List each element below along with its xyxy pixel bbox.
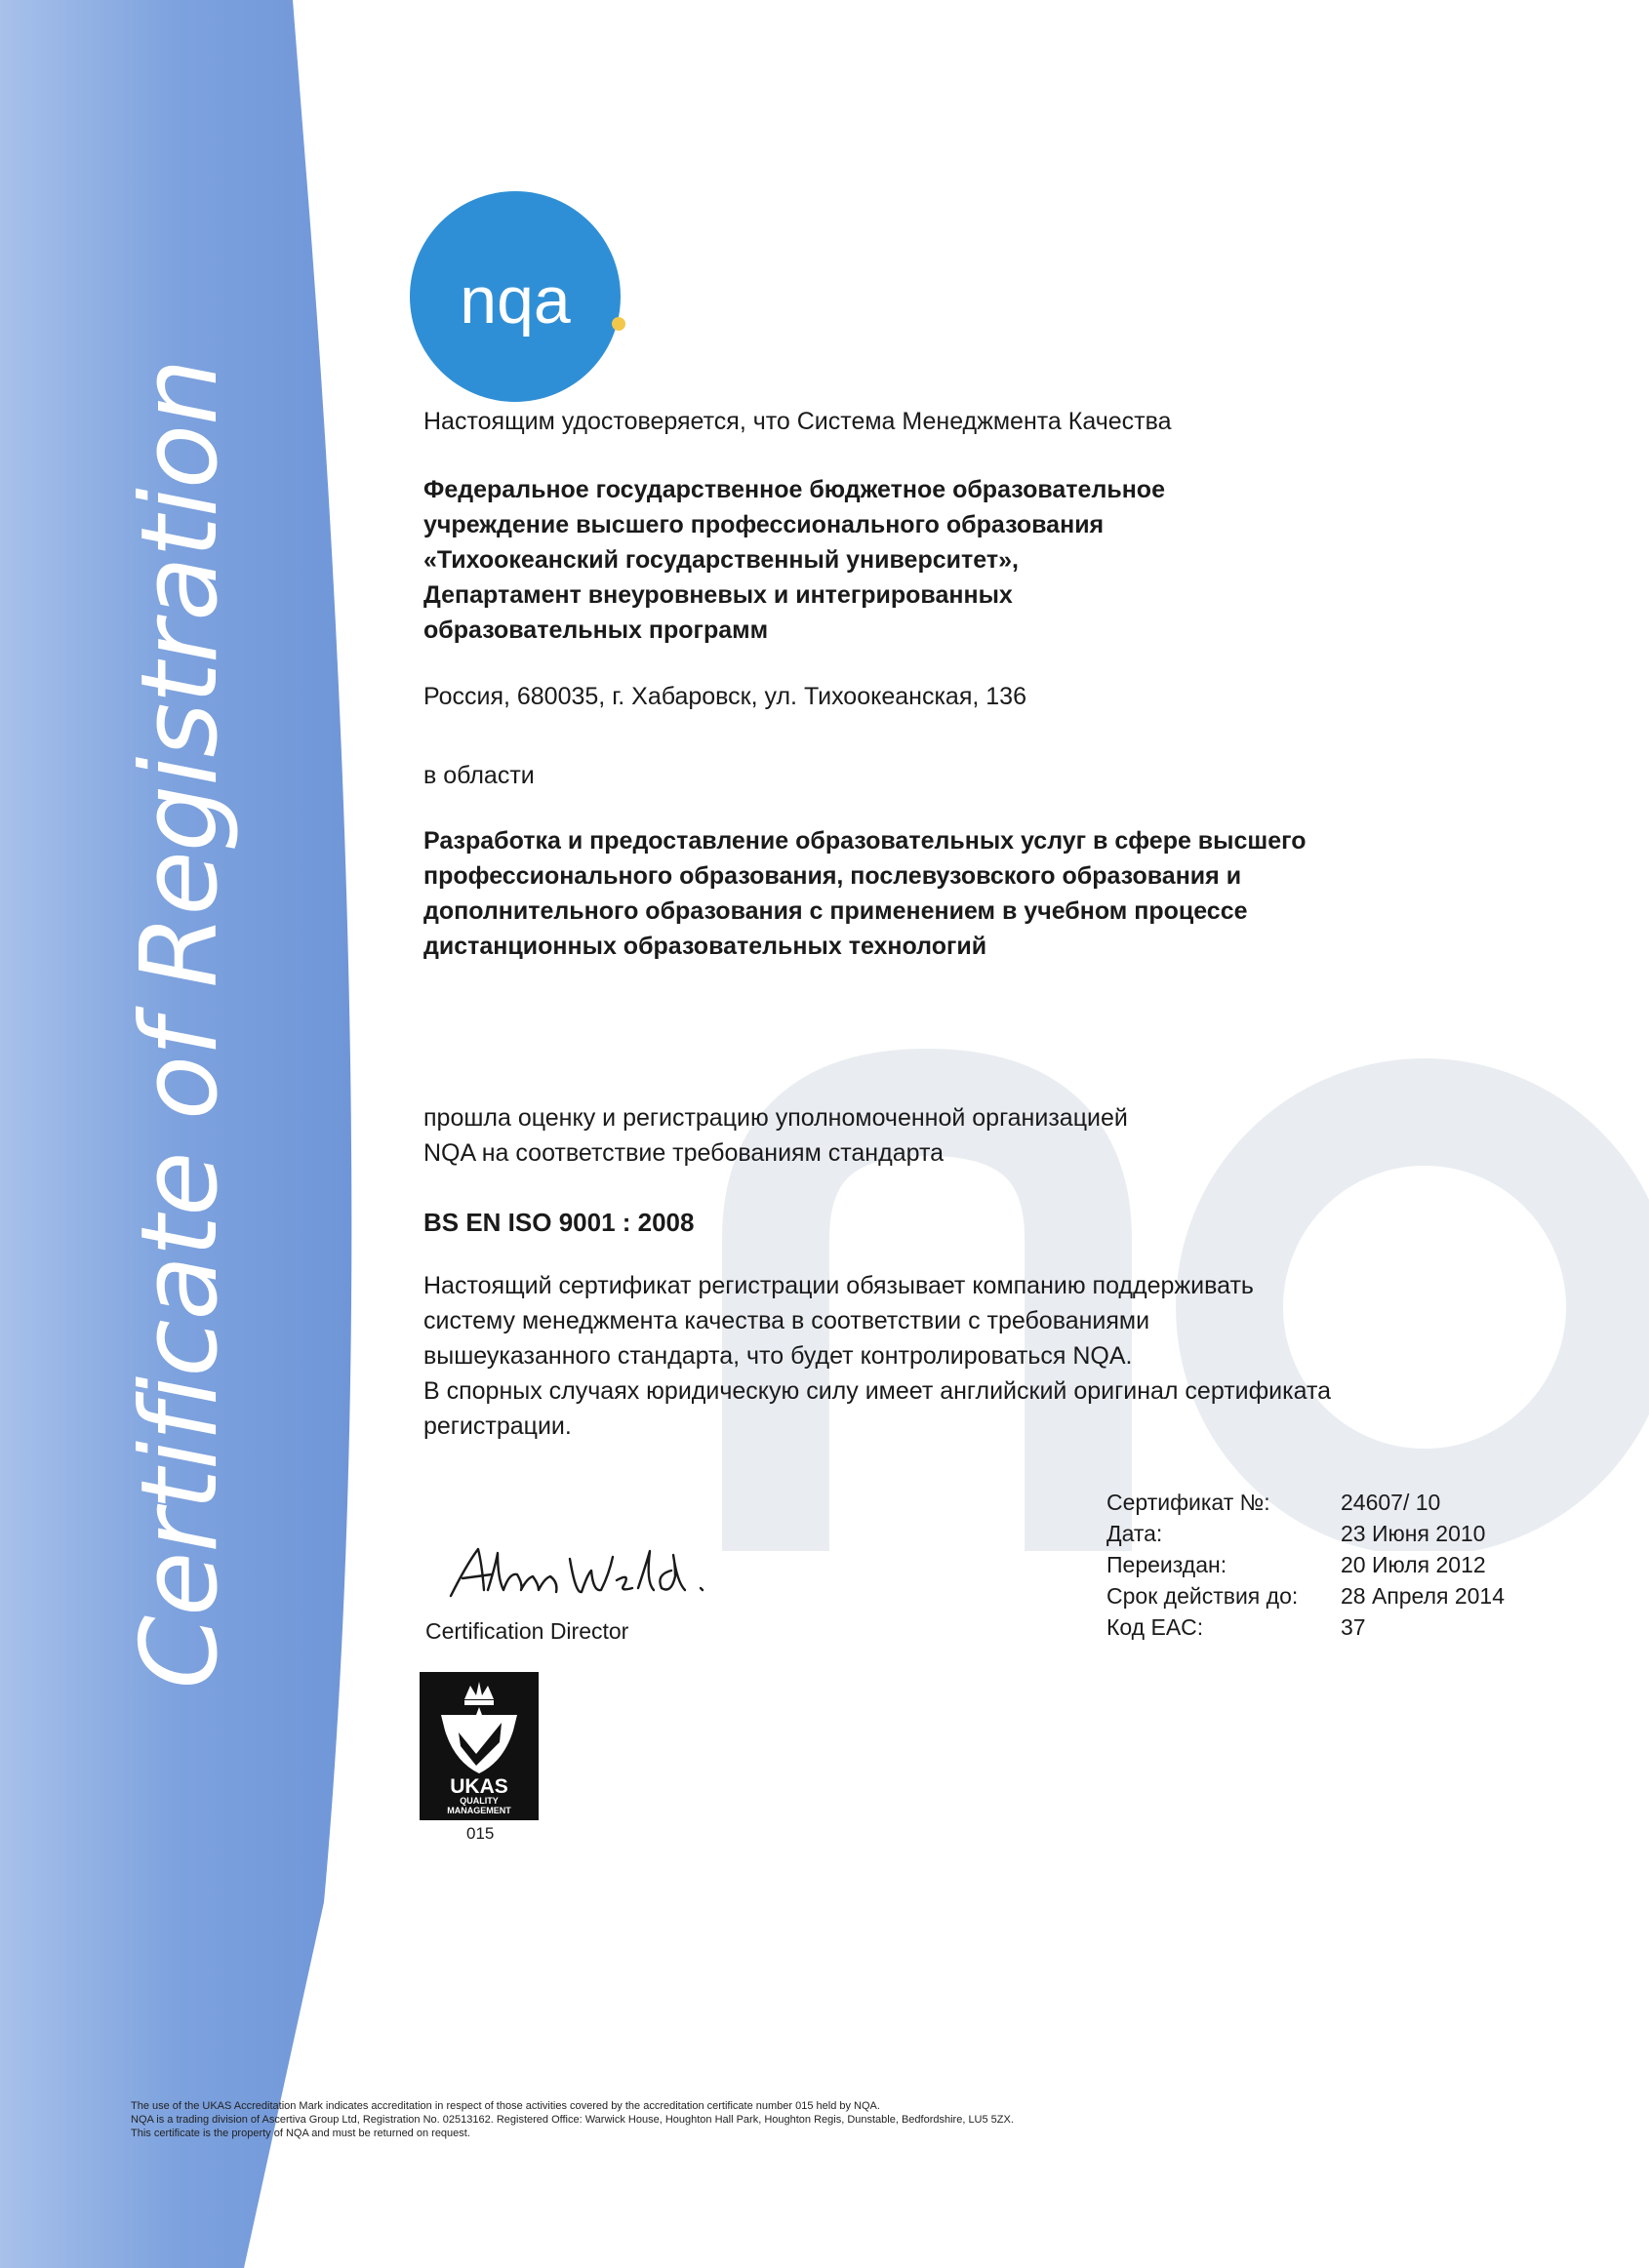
footer-line: The use of the UKAS Accreditation Mark indicates accreditation in respect of those activities covered by the accreditation certificate number 015 held by NQA.: [131, 2100, 880, 2112]
organization-line: Департамент внеуровневых и интегрированных: [423, 581, 1013, 609]
footer-line: This certificate is the property of NQA and must be returned on request.: [131, 2128, 470, 2139]
organization-name: [423, 472, 1165, 648]
organization-line: «Тихоокеанский государственный университет»,: [423, 546, 1019, 574]
reissued-label: Переиздан:: [1106, 1552, 1227, 1577]
assessment-line: прошла оценку и регистрацию уполномоченной организацией: [423, 1104, 1128, 1132]
scope-line: дополнительного образования с применением в учебном процессе: [423, 897, 1248, 925]
scope-line: профессионального образования, послевузовского образования и: [423, 862, 1242, 890]
ukas-sub1: QUALITY: [460, 1796, 499, 1806]
signature: [445, 1535, 728, 1613]
obligation-line: Настоящий сертификат регистрации обязывает компанию поддерживать: [423, 1272, 1254, 1299]
footer-line: NQA is a trading division of Ascertiva Group Ltd, Registration No. 02513162. Registered Office: Warwick House, Houghton Hall Park, Houghton Regis, Dunstable, Bedfordshire, LU5 5ZX.: [131, 2114, 1014, 2126]
expiry-label: Срок действия до:: [1106, 1583, 1299, 1609]
ukas-title: UKAS: [450, 1775, 508, 1798]
ukas-number: 015: [466, 1824, 495, 1843]
standard: BS EN ISO 9001 : 2008: [423, 1208, 695, 1237]
scope: [423, 823, 1307, 964]
side-title: Certificate of Registration: [119, 359, 241, 1690]
ukas-sub2: MANAGEMENT: [447, 1806, 511, 1815]
certificate-number-label: Сертификат №:: [1106, 1490, 1270, 1515]
organization-line: учреждение высшего профессионального образования: [423, 511, 1105, 538]
assessment-statement: [423, 1100, 1128, 1171]
ukas-mark: [420, 1672, 539, 1820]
eac-code-value: 37: [1341, 1614, 1366, 1640]
organization-line: Федеральное государственное бюджетное образовательное: [423, 476, 1165, 503]
logo-text: nqa: [460, 263, 571, 338]
obligation-line: В спорных случаях юридическую силу имеет английский оригинал сертификата: [423, 1377, 1332, 1405]
certificate-number-value: 24607/ 10: [1341, 1490, 1441, 1515]
obligation-line: систему менеджмента качества в соответствии с требованиями: [423, 1307, 1150, 1334]
address: Россия, 680035, г. Хабаровск, ул. Тихоокеанская, 136: [423, 683, 1026, 710]
certify-intro: Настоящим удостоверяется, что Система Менеджмента Качества: [423, 408, 1172, 435]
obligation-line: вышеуказанного стандарта, что будет контролироваться NQA.: [423, 1342, 1133, 1370]
logo-dot: [612, 317, 625, 331]
signatory-title: Certification Director: [425, 1618, 629, 1644]
footer-notes: [131, 2099, 1014, 2140]
date-label: Дата:: [1106, 1521, 1163, 1546]
assessment-line: NQA на соответствие требованиям стандарта: [423, 1139, 945, 1167]
organization-line: образовательных программ: [423, 617, 769, 644]
date-value: 23 Июня 2010: [1341, 1521, 1486, 1546]
scope-intro: в области: [423, 762, 535, 789]
nqa-logo: [410, 189, 644, 404]
obligation-statement: [423, 1268, 1331, 1444]
scope-line: дистанционных образовательных технологий: [423, 933, 987, 960]
eac-code-label: Код EAC:: [1106, 1614, 1204, 1640]
expiry-value: 28 Апреля 2014: [1341, 1583, 1506, 1609]
reissued-value: 20 Июля 2012: [1341, 1552, 1486, 1577]
scope-line: Разработка и предоставление образовательных услуг в сфере высшего: [423, 827, 1307, 855]
obligation-line: регистрации.: [423, 1413, 572, 1440]
